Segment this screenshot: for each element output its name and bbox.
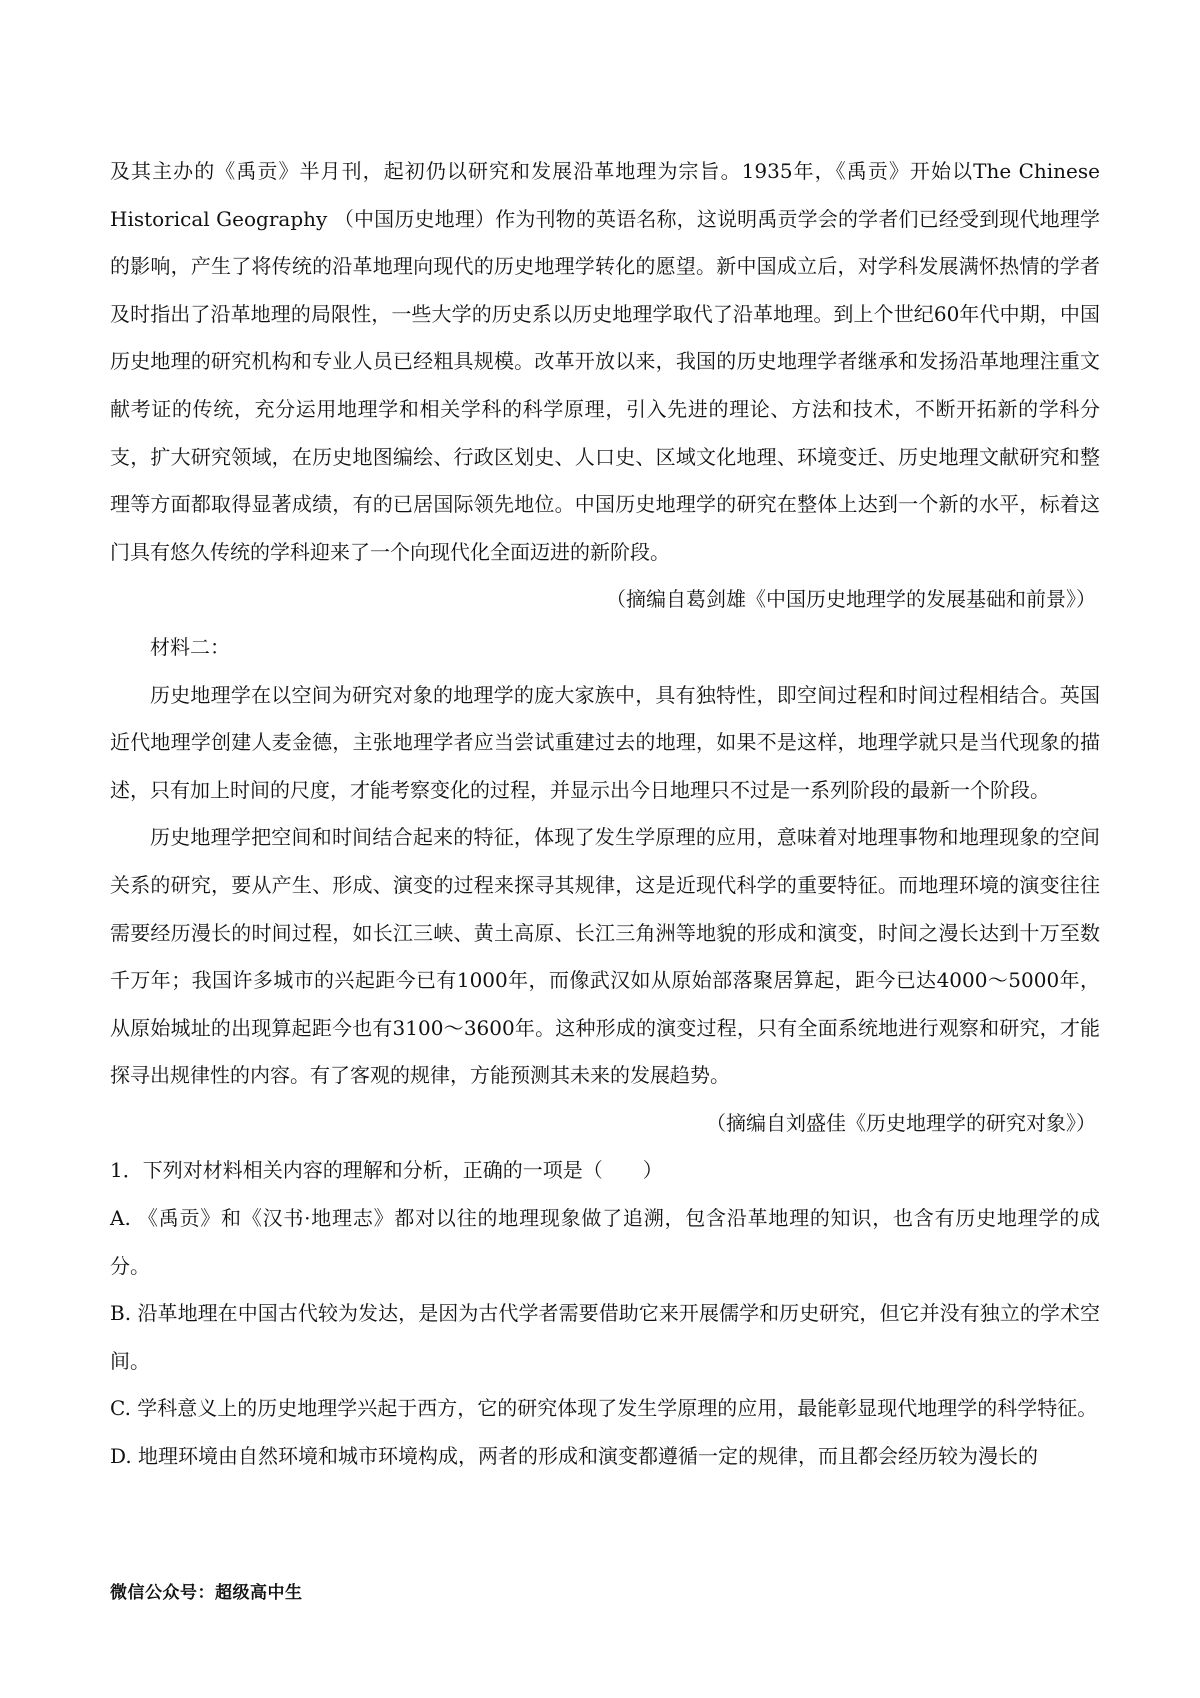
option-a: A. 《禹贡》和《汉书·地理志》都对以往的地理现象做了追溯，包含沿革地理的知识，也含有历史地理学的成分。 — [110, 1206, 1100, 1278]
footer-wechat-account: 微信公众号：超级高中生 — [110, 1583, 303, 1603]
material-two-label: 材料二： — [150, 634, 230, 659]
material-two-source: （摘编自刘盛佳《历史地理学的研究对象》） — [706, 1110, 1096, 1135]
material-two-paragraph-2: 历史地理学把空间和时间结合起来的特征，体现了发生学原理的应用，意味着对地理事物和地理现象的空间关系的研究，要从产生、形成、演变的过程来探寻其规律，这是近现代科学的重要特征。而地理环境的演变往往需要经历漫长的时间过程，如长江三峡、黄土高原、长江三角洲等地貌的形成和演变，时间之漫长达到十万至数千万年；我国许多城市的兴起距今已有1000年，而像武汉如从原始部落聚居算起，距今已达4000～5000年，从原始城址的出现算起距今也有3100～3600年。这种形成的演变过程，只有全面系统地进行观察和研究，才能探寻出规律性的内容。有了客观的规律，方能预测其未来的发展趋势。 — [110, 825, 1100, 1088]
material-one-source: （摘编自葛剑雄《中国历史地理学的发展基础和前景》） — [606, 587, 1096, 612]
option-c: C. 学科意义上的历史地理学兴起于西方，它的研究体现了发生学原理的应用，最能彰显现代地理学的科学特征。 — [110, 1396, 1098, 1421]
material-two-paragraph-1: 历史地理学在以空间为研究对象的地理学的庞大家族中，具有独特性，即空间过程和时间过程相结合。英国近代地理学创建人麦金德，主张地理学者应当尝试重建过去的地理，如果不是这样，地理学就只是当代现象的描述，只有加上时间的尺度，才能考察变化的过程，并显示出今日地理只不过是一系列阶段的最新一个阶段。 — [110, 682, 1100, 802]
option-b: B. 沿革地理在中国古代较为发达，是因为古代学者需要借助它来开展儒学和历史研究，但它并没有独立的学术空间。 — [110, 1301, 1100, 1373]
option-d: D. 地理环境由自然环境和城市环境构成，两者的形成和演变都遵循一定的规律，而且都会经历较为漫长的 — [110, 1444, 1039, 1469]
material-one-paragraph: 及其主办的《禹贡》半月刊，起初仍以研究和发展沿革地理为宗旨。1935年，《禹贡》开始以The Chinese Historical Geography （中国历史地理）作为刊物的英语名称，这说明禹贡学会的学者们已经受到现代地理学的影响，产生了将传统的沿革地理向现代的历史地理学转化的愿望。新中国成立后，对学科发展满怀热情的学者及时指出了沿革地理的局限性，一些大学的历史系以历史地理学取代了沿革地理。到上个世纪60年代中期，中国历史地理的研究机构和专业人员已经粗具规模。改革开放以来，我国的历史地理学者继承和发扬沿革地理注重文献考证的传统，充分运用地理学和相关学科的科学原理，引入先进的理论、方法和技术，不断开拓新的学科分支，扩大研究领域，在历史地图编绘、行政区划史、人口史、区域文化地理、环境变迁、历史地理文献研究和整理等方面都取得显著成绩，有的已居国际领先地位。中国历史地理学的研究在整体上达到一个新的水平，标着这门具有悠久传统的学科迎来了一个向现代化全面迈进的新阶段。 — [110, 159, 1100, 564]
question-stem: 1．下列对材料相关内容的理解和分析，正确的一项是（ ） — [110, 1158, 663, 1183]
